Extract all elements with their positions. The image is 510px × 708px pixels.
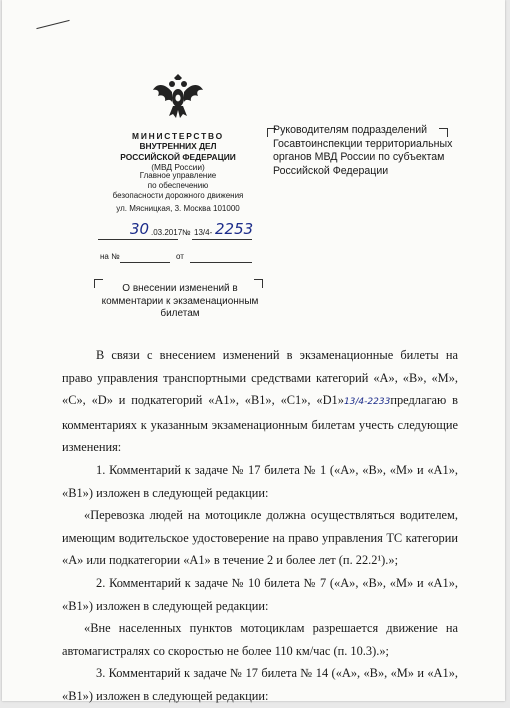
letter-body: [62, 344, 458, 708]
subject-line: О внесении изменений в комментарии к экзаменационным билетам: [101, 283, 259, 319]
handwritten-date-day: 30: [130, 220, 150, 238]
pen-mark: [36, 20, 69, 29]
item-2-text: «Вне населенных пунктов мотоциклам разрешается движение на автомагистралях со скоростью не более 110 км/час (п. 10.3).»;: [62, 621, 458, 658]
handwritten-document-number: 2253: [215, 220, 254, 238]
item-2-heading: 2. Комментарий к задаче № 10 билета № 7 («А», «В», «М» и «А1», «В1») изложен в следующей редакции:: [62, 575, 458, 613]
ministry-name: МИНИСТЕРСТВО ВНУТРЕННИХ ДЕЛ РОССИЙСКОЙ ФЕДЕРАЦИИ (МВД России): [120, 131, 236, 173]
reference-number-label: на №: [100, 252, 120, 261]
number-label: №: [182, 228, 191, 237]
item-3-heading: 3. Комментарий к задаче № 17 билета № 14 («А», «В», «М» и «А1», «В1») изложен в следующей редакции:: [62, 666, 458, 703]
document-page: [2, 0, 505, 701]
number-prefix: 13/4-: [194, 228, 213, 237]
addressee-block: Руководителям подразделений Госавтоинспекции территориальных органов МВД России по субъектам Российской Федерации: [273, 124, 453, 177]
printed-date: .03.2017: [151, 228, 183, 237]
department-name: Главное управление по обеспечению безопасности дорожного движения: [112, 171, 244, 201]
sender-address: ул. Мясницкая, 3. Москва 101000: [116, 204, 240, 213]
intro-paragraph: В связи с внесением изменений в экзаменационные билеты на право управления транспортными средствами категорий «А», «В», «М», «С», «D» и подкатегорий «А1», «В1», «С1», «D1»13/4-2233предлагаю в комментариях к указанным экзаменационным билетам учесть следующие изменения:: [62, 348, 459, 455]
item-1-text: «Перевозка людей на мотоцикле должна осуществляться водителем, имеющим водительское удостоверение на право управления ТС категории «А» или подкатегории «А1» в течение 2 и более лет (п. 22.2¹).»;: [62, 508, 458, 568]
item-1-heading: 1. Комментарий к задаче № 17 билета № 1 («А», «В», «М» и «А1», «В1») изложен в следующей редакции:: [62, 462, 458, 500]
handwritten-insertion: 13/4-2233: [343, 397, 391, 408]
double-headed-eagle-emblem-icon: [152, 72, 204, 120]
reference-from-label: от: [176, 252, 184, 261]
